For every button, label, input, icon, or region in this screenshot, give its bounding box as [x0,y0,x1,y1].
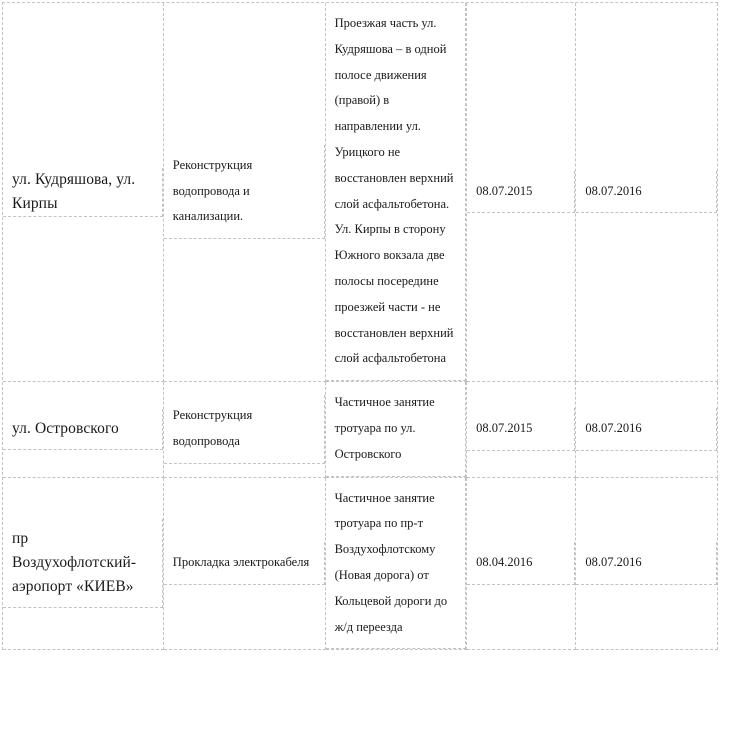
cell-description [326,478,468,651]
cell-description [326,3,468,382]
cell-end-date [576,478,718,651]
cell-work-type [164,3,326,382]
start-date-text: 08.07.2015 [476,420,533,435]
roadworks-table [2,2,718,650]
cell-end-date [576,382,718,477]
work-type-text: Прокладка электрокабеля [172,555,310,570]
start-date-text: 08.07.2015 [476,183,533,198]
start-date-text: 08.04.2016 [476,555,533,570]
end-date-text: 08.07.2016 [585,555,642,570]
cell-end-date [576,3,718,382]
cell-location [3,3,164,382]
end-date-text: 08.07.2016 [585,183,642,198]
table-row [3,3,718,382]
description-text: Проезжая часть ул. Кудряшова – в одной полосе движения (правой) в направлении ул. Урицкого не восстановлен верхний слой асфальтобетона. Ул. Кирпы в сторону Южного вокзала две полосы посередине проезжей части - не восстановлен верхний слой асфальтобетона [334,16,454,366]
location-text: пр Воздухофлотский-аэропорт «КИЕВ» [12,529,137,595]
cell-work-type [164,382,326,477]
end-date-text: 08.07.2016 [585,420,642,435]
table-body [3,3,718,650]
description-text: Частичное занятие тротуара по пр-т Воздухофлотскому (Новая дорога) от Кольцевой дороги до ж/д переезда [334,490,448,634]
table-row [3,382,718,477]
cell-work-type [164,478,326,651]
location-text: ул. Кудряшова, ул. Кирпы [12,170,136,212]
cell-location [3,382,164,477]
cell-start-date [467,382,576,477]
table-row [3,478,718,651]
description-text: Частичное занятие тротуара по ул. Островского [334,395,435,461]
work-type-text: Реконструкция водопровода и канализации. [172,157,253,224]
cell-description [326,382,468,477]
location-text: ул. Островского [12,419,119,437]
work-type-text: Реконструкция водопровода [172,408,253,448]
cell-start-date [467,478,576,651]
cell-location [3,478,164,651]
cell-start-date [467,3,576,382]
